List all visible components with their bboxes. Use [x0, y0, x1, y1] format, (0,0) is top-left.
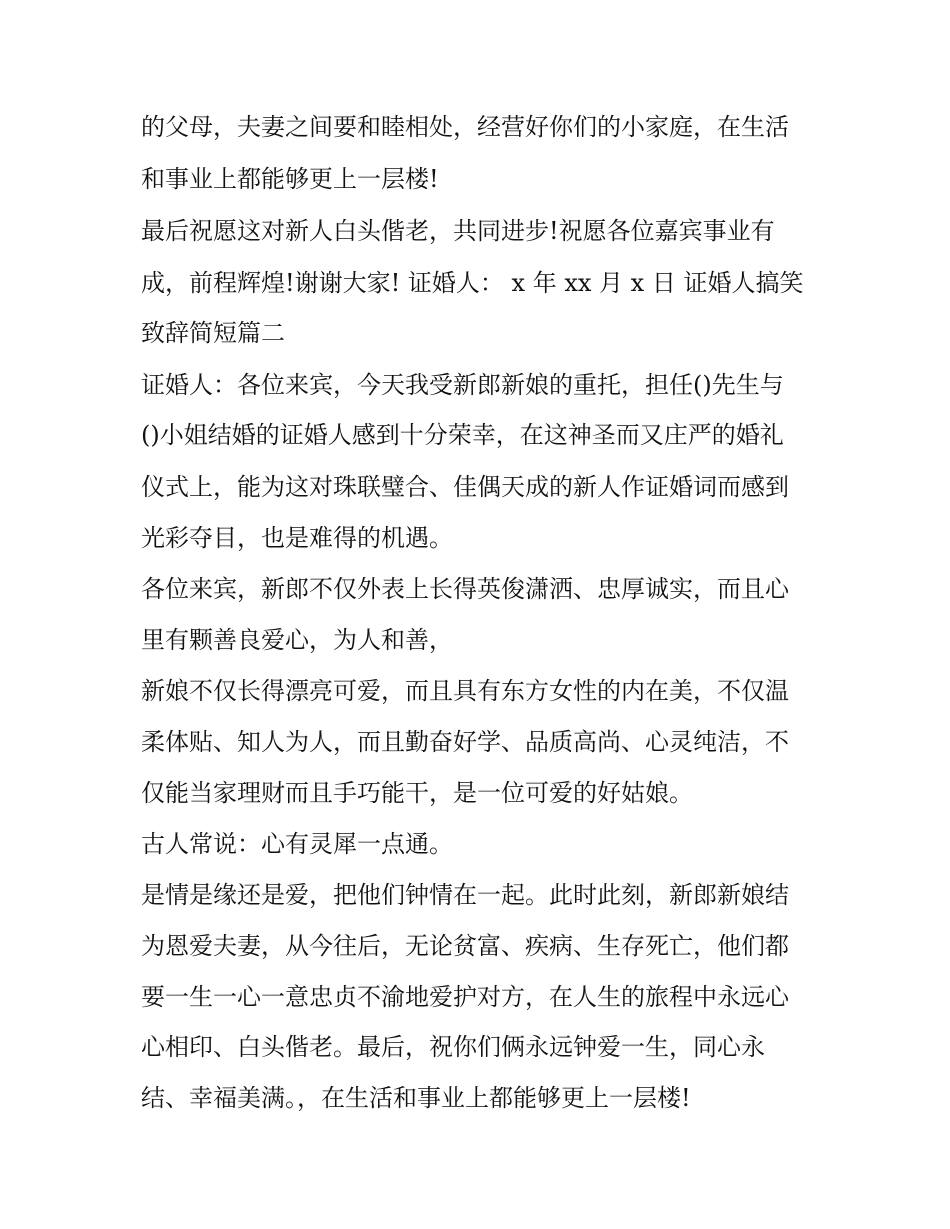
- text-line: 致辞简短篇二: [141, 319, 285, 347]
- text-line: 的父母，夫妻之间要和睦相处，经营好你们的小家庭，在生活: [141, 113, 789, 141]
- text-line: 成，前程辉煌!谢谢大家! 证婚人： x 年 xx 月 x 日 证婚人搞笑: [141, 269, 804, 297]
- text-line: 证婚人：各位来宾，今天我受新郎新娘的重托，担任()先生与: [141, 371, 784, 399]
- text-line: 仪式上，能为这对珠联璧合、佳偶天成的新人作证婚词而感到: [141, 473, 789, 501]
- text-line: 光彩夺目，也是难得的机遇。: [141, 524, 453, 552]
- text-line: 各位来宾，新郎不仅外表上长得英俊潇洒、忠厚诚实，而且心: [141, 575, 789, 603]
- text-line: 心相印、白头偕老。最后，祝你们俩永远钟爱一生，同心永: [141, 1033, 765, 1061]
- text-line: 结、幸福美满。，在生活和事业上都能够更上一层楼!: [141, 1084, 691, 1112]
- text-line: 和事业上都能够更上一层楼!: [141, 165, 439, 193]
- text-line: 柔体贴、知人为人，而且勤奋好学、品质高尚、心灵纯洁，不: [141, 728, 789, 756]
- text-line: 里有颗善良爱心，为人和善，: [141, 626, 453, 654]
- text-line: 为恩爱夫妻，从今往后，无论贫富、疾病、生存死亡，他们都: [141, 932, 789, 960]
- text-line: 仅能当家理财而且手巧能干，是一位可爱的好姑娘。: [141, 779, 693, 807]
- text-line: 最后祝愿这对新人白头偕老，共同进步!祝愿各位嘉宾事业有: [141, 217, 775, 245]
- text-line: 是情是缘还是爱，把他们钟情在一起。此时此刻，新郎新娘结: [141, 881, 789, 909]
- text-line: 古人常说：心有灵犀一点通。: [141, 830, 453, 858]
- text-line: ()小姐结婚的证婚人感到十分荣幸，在这神圣而又庄严的婚礼: [141, 421, 784, 449]
- text-line: 新娘不仅长得漂亮可爱，而且具有东方女性的内在美，不仅温: [141, 677, 789, 705]
- text-line: 要一生一心一意忠贞不渝地爱护对方，在人生的旅程中永远心: [141, 983, 789, 1011]
